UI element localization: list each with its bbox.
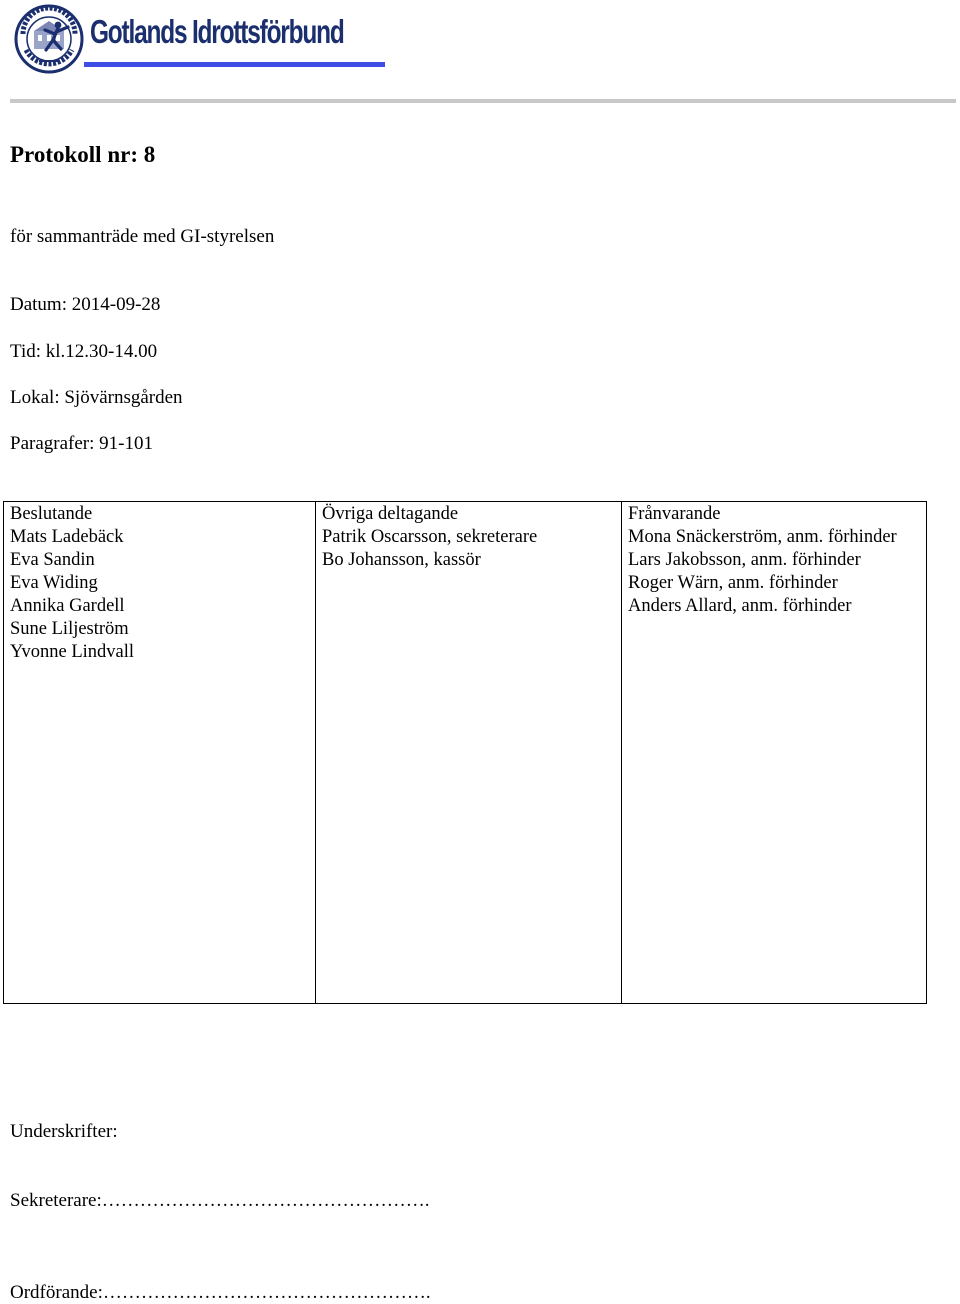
- participant-name: Patrik Oscarsson, sekreterare: [322, 527, 538, 547]
- absentee-name: Mona Snäckerström, anm. förhinder: [628, 527, 897, 547]
- header-divider: [10, 99, 956, 103]
- organization-name: Gotlands Idrottsförbund: [90, 13, 344, 50]
- meeting-subtitle: för sammanträde med GI-styrelsen: [10, 226, 275, 247]
- chair-signature-line: Ordförande:…………………………………………….: [10, 1282, 431, 1303]
- absentee-name: Roger Wärn, anm. förhinder: [628, 573, 838, 593]
- secretary-signature-line: Sekreterare:…………………………………………….: [10, 1190, 430, 1211]
- meeting-time: Tid: kl.12.30-14.00: [10, 341, 158, 362]
- protocol-title: Protokoll nr: 8: [10, 142, 156, 167]
- meeting-paragraphs: Paragrafer: 91-101: [10, 433, 153, 454]
- column-other-participants: [316, 502, 622, 1003]
- organization-seal-logo: [14, 4, 84, 74]
- attendee-name: Eva Sandin: [10, 550, 95, 570]
- column-header: Beslutande: [10, 504, 93, 524]
- attendance-table: [3, 501, 927, 1004]
- absentee-name: Lars Jakobsson, anm. förhinder: [628, 550, 861, 570]
- column-absent: [622, 502, 926, 1003]
- letterhead: [14, 4, 374, 74]
- column-decision-makers: [4, 502, 316, 1003]
- participant-name: Bo Johansson, kassör: [322, 550, 481, 570]
- attendee-name: Eva Widing: [10, 573, 98, 593]
- organization-name-underline: [84, 62, 385, 67]
- meeting-date: Datum: 2014-09-28: [10, 294, 161, 315]
- attendee-name: Yvonne Lindvall: [10, 642, 135, 662]
- column-header: Övriga deltagande: [322, 504, 459, 524]
- attendee-name: Annika Gardell: [10, 596, 125, 616]
- signatures-heading: Underskrifter:: [10, 1121, 118, 1142]
- column-header: Frånvarande: [628, 504, 721, 524]
- attendee-name: Sune Liljeström: [10, 619, 129, 639]
- meeting-location: Lokal: Sjövärnsgården: [10, 387, 183, 408]
- absentee-name: Anders Allard, anm. förhinder: [628, 596, 852, 616]
- attendee-name: Mats Ladebäck: [10, 527, 124, 547]
